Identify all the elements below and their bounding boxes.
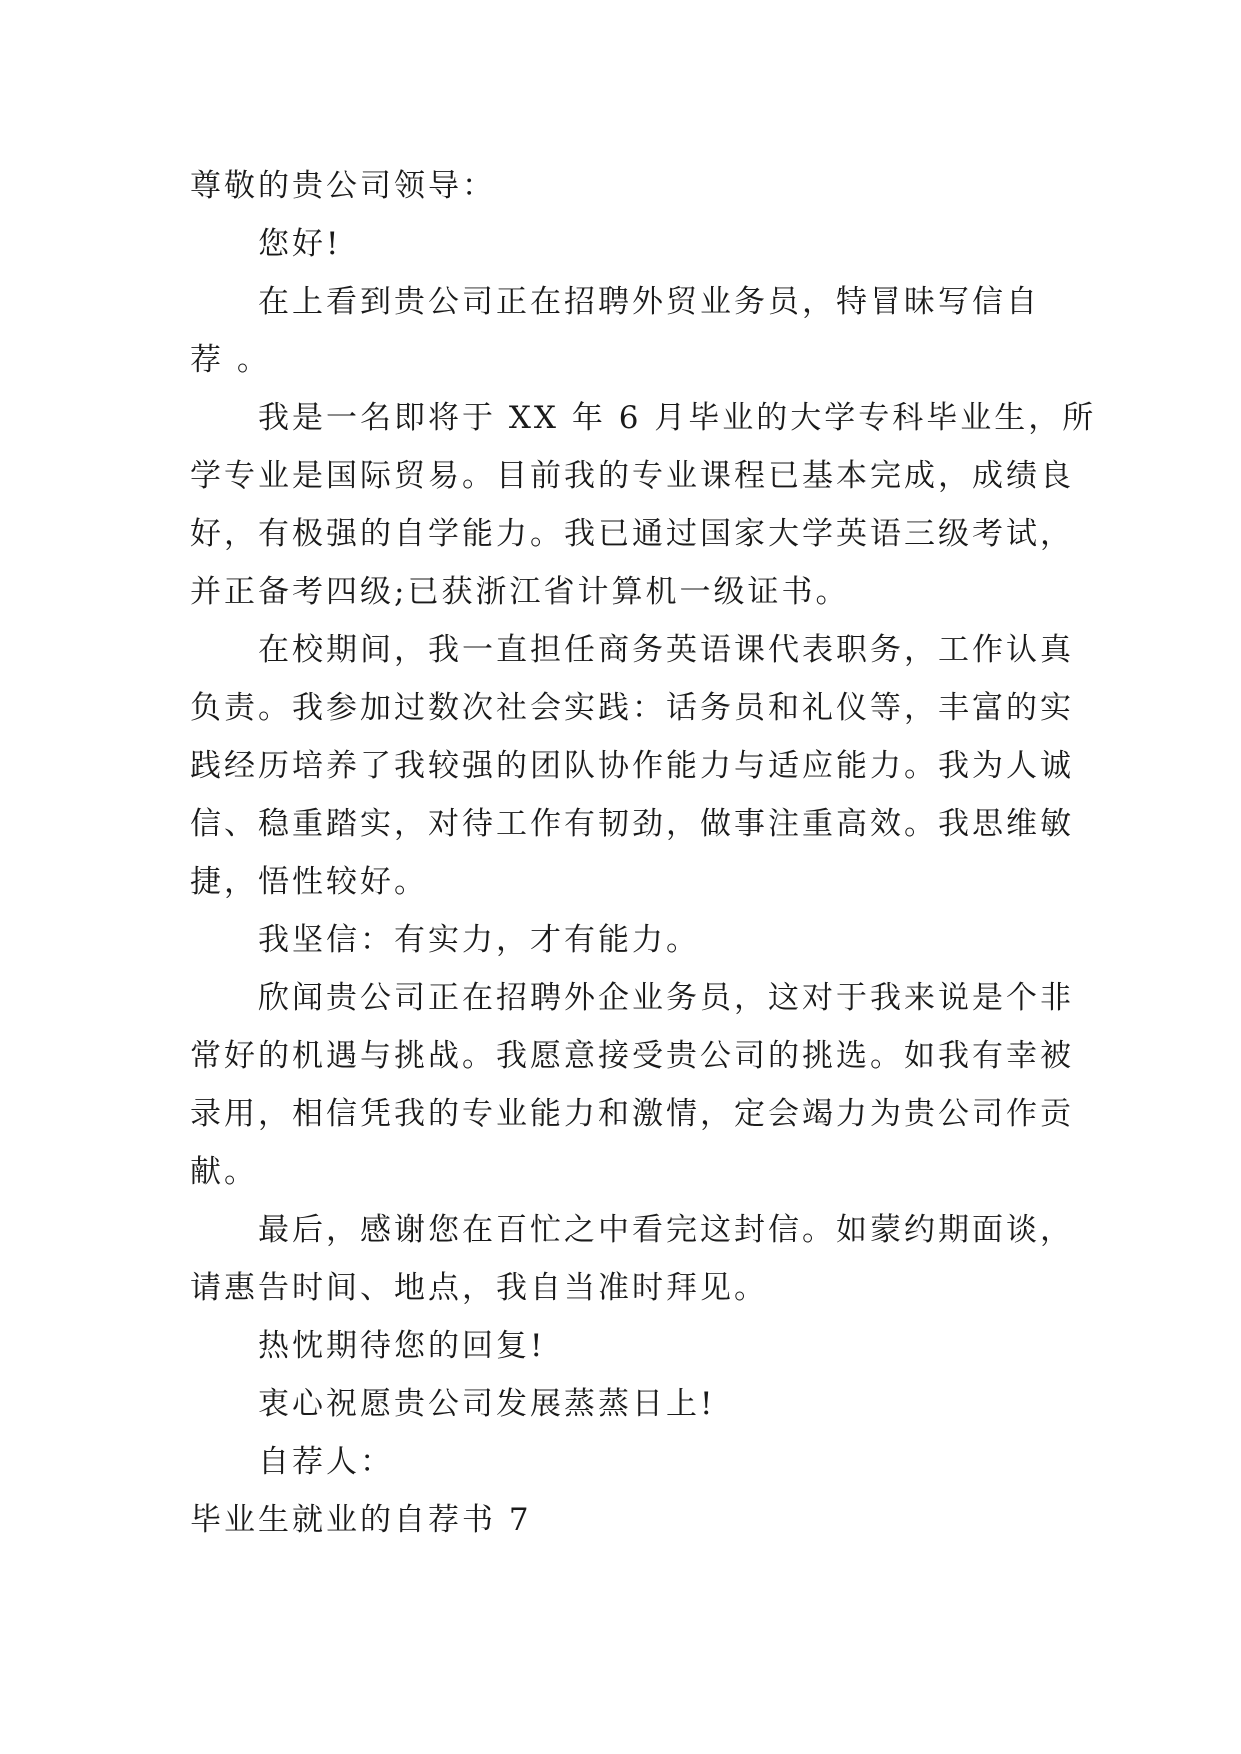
body-line: 捷，悟性较好。 [190,864,428,900]
body-line: 请惠告时间、地点，我自当准时拜见。 [190,1270,768,1306]
closing-line: 衷心祝愿贵公司发展蒸蒸日上! [258,1386,716,1422]
body-line: 在校期间，我一直担任商务英语课代表职务，工作认真 [258,632,1074,668]
body-line: 常好的机遇与挑战。我愿意接受贵公司的挑选。如我有幸被 [190,1038,1074,1074]
body-line: 欣闻贵公司正在招聘外企业务员，这对于我来说是个非 [258,980,1074,1016]
signature-label: 自荐人： [258,1444,394,1480]
body-line: 并正备考四级;已获浙江省计算机一级证书。 [190,574,850,610]
body-line: 献。 [190,1154,258,1190]
body-line: 我是一名即将于 XX 年 6 月毕业的大学专科毕业生，所 [258,400,1097,436]
body-line: 录用，相信凭我的专业能力和激情，定会竭力为贵公司作贡 [190,1096,1074,1132]
body-line: 荐 。 [190,342,271,378]
body-line: 践经历培养了我较强的团队协作能力与适应能力。我为人诚 [190,748,1074,784]
salutation: 尊敬的贵公司领导： [190,168,496,204]
body-line: 在上看到贵公司正在招聘外贸业务员，特冒昧写信自 [258,284,1040,320]
body-line: 我坚信：有实力，才有能力。 [258,922,700,958]
body-line: 学专业是国际贸易。目前我的专业课程已基本完成，成绩良 [190,458,1074,494]
closing-line: 热忱期待您的回复! [258,1328,546,1364]
body-line: 好，有极强的自学能力。我已通过国家大学英语三级考试， [190,516,1074,552]
body-line: 信、稳重踏实，对待工作有韧劲，做事注重高效。我思维敏 [190,806,1074,842]
greeting: 您好! [258,226,342,262]
body-line: 负责。我参加过数次社会实践：话务员和礼仪等，丰富的实 [190,690,1074,726]
body-line: 最后，感谢您在百忙之中看完这封信。如蒙约期面谈， [258,1212,1074,1248]
section-heading: 毕业生就业的自荐书 7 [190,1502,532,1538]
